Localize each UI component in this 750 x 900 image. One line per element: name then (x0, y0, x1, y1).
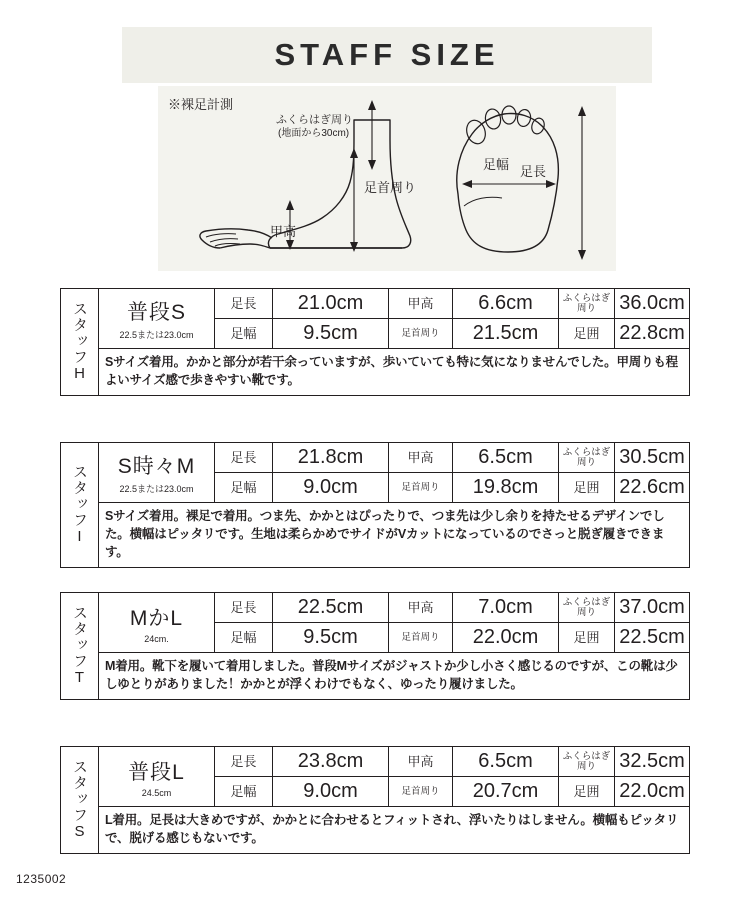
value-ankle: 22.0cm (453, 623, 559, 652)
key-calf-line1: ふくらはぎ (562, 596, 611, 608)
key-ankle: 足首周り (389, 473, 453, 502)
instep-label: 甲高 (270, 224, 297, 239)
staff-block (60, 288, 690, 396)
key-calf (559, 747, 615, 776)
key-calf-line1: ふくらはぎ (562, 446, 611, 458)
value-instep: 7.0cm (453, 593, 559, 622)
key-ankle: 足首周り (389, 777, 453, 806)
staff-block (60, 592, 690, 700)
foot-width-label: 足幅 (480, 158, 512, 173)
value-instep: 6.6cm (453, 289, 559, 318)
key-calf (559, 593, 615, 622)
staff-comment: Sサイズ着用。かかと部分が若干余っていますが、歩いていても特に気になりませんでした。甲周りも程よいサイズ感で歩きやすい靴です。 (105, 355, 678, 388)
calf-sublabel: (地面から30cm) (278, 128, 350, 139)
value-calf: 30.5cm (615, 443, 689, 472)
key-girth: 足囲 (559, 777, 615, 806)
key-calf (559, 443, 615, 472)
usual-size-main: 普段S (126, 301, 186, 324)
value-foot-width: 9.5cm (273, 319, 389, 348)
key-calf-line1: ふくらはぎ (562, 292, 611, 304)
foot-diagram-svg (158, 86, 616, 271)
usual-size-main: 普段L (128, 760, 185, 784)
staff-comment: L着用。足長は大きめですが、かかとに合わせるとフィットされ、浮いたりはしません。横幅もピッタリで、脱げる感じもないです。 (105, 813, 679, 846)
key-calf-line2: 周り (576, 760, 596, 772)
key-foot-length: 足長 (215, 747, 273, 776)
table-row (215, 289, 689, 319)
table-row (215, 777, 689, 806)
key-calf-line2: 周り (576, 606, 596, 618)
table-row (215, 747, 689, 777)
key-girth: 足囲 (559, 623, 615, 652)
value-foot-width: 9.0cm (273, 777, 389, 806)
value-girth: 22.6cm (615, 473, 689, 502)
value-foot-width: 9.0cm (273, 473, 389, 502)
value-calf: 36.0cm (615, 289, 689, 318)
value-instep: 6.5cm (453, 747, 559, 776)
value-ankle: 20.7cm (453, 777, 559, 806)
staff-comment: Sサイズ着用。裸足で着用。つま先、かかとはぴったりで、つま先は少し余りを持たせるデザインでした。横幅はピッタリです。生地は柔らかめでサイドがVカットになっているのでさっと脱ぎ履きできます。 (105, 509, 665, 560)
title-band (122, 27, 652, 83)
staff-name: スタッフS (61, 747, 99, 853)
key-instep: 甲高 (389, 747, 453, 776)
calf-label: ふくらはぎ周り (276, 114, 353, 126)
usual-size-main: S時々M (117, 455, 196, 478)
value-calf: 37.0cm (615, 593, 689, 622)
key-foot-width: 足幅 (215, 473, 273, 502)
value-instep: 6.5cm (453, 443, 559, 472)
staff-name: スタッフT (61, 593, 99, 699)
value-foot-length: 22.5cm (273, 593, 389, 622)
table-row (215, 623, 689, 652)
value-ankle: 21.5cm (453, 319, 559, 348)
measurement-table (99, 747, 689, 807)
measurement-table (99, 593, 689, 653)
staff-name: スタッフI (61, 443, 99, 567)
value-girth: 22.0cm (615, 777, 689, 806)
key-foot-length: 足長 (215, 593, 273, 622)
key-instep: 甲高 (389, 443, 453, 472)
key-girth: 足囲 (559, 319, 615, 348)
staff-name: スタッフH (61, 289, 99, 395)
value-ankle: 19.8cm (453, 473, 559, 502)
ankle-label: 足首周り (364, 180, 417, 195)
key-instep: 甲高 (389, 593, 453, 622)
staff-block (60, 746, 690, 854)
measurement-table (99, 443, 689, 503)
key-ankle: 足首周り (389, 623, 453, 652)
value-calf: 32.5cm (615, 747, 689, 776)
key-ankle: 足首周り (389, 319, 453, 348)
staff-block (60, 442, 690, 568)
usual-size-cell (99, 443, 215, 502)
value-foot-length: 21.0cm (273, 289, 389, 318)
value-girth: 22.5cm (615, 623, 689, 652)
key-foot-width: 足幅 (215, 319, 273, 348)
key-foot-width: 足幅 (215, 777, 273, 806)
usual-size-sub: 22.5または23.0cm (119, 484, 194, 494)
usual-size-cell (99, 593, 215, 652)
key-calf-line2: 周り (576, 302, 596, 314)
value-foot-width: 9.5cm (273, 623, 389, 652)
page-title: STAFF SIZE (274, 37, 500, 72)
usual-size-cell (99, 289, 215, 348)
key-girth: 足囲 (559, 473, 615, 502)
usual-size-sub: 24cm. (144, 633, 169, 644)
table-row (215, 473, 689, 502)
barefoot-note: ※裸足計測 (168, 97, 234, 112)
measurement-diagram (158, 86, 616, 271)
measurement-table (99, 289, 689, 349)
key-foot-length: 足長 (215, 289, 273, 318)
usual-size-sub: 24.5cm (141, 787, 172, 798)
table-row (215, 593, 689, 623)
key-foot-width: 足幅 (215, 623, 273, 652)
table-row (215, 319, 689, 348)
foot-length-label: 足長 (520, 164, 547, 179)
footer-product-code: 1235002 (16, 872, 67, 886)
value-foot-length: 21.8cm (273, 443, 389, 472)
key-foot-length: 足長 (215, 443, 273, 472)
value-foot-length: 23.8cm (273, 747, 389, 776)
table-row (215, 443, 689, 473)
value-girth: 22.8cm (615, 319, 689, 348)
key-calf-line1: ふくらはぎ (562, 750, 611, 762)
usual-size-cell (99, 747, 215, 806)
usual-size-main: MかL (129, 606, 184, 630)
usual-size-sub: 22.5または23.0cm (119, 330, 194, 340)
key-calf-line2: 周り (576, 456, 596, 468)
key-calf (559, 289, 615, 318)
staff-comment: M着用。靴下を履いて着用しました。普段Mサイズがジャストか少し小さく感じるのですが、この靴は少しゆとりがありました！かかとが浮くわけでもなく、ゆったり履けました。 (105, 659, 678, 692)
key-instep: 甲高 (389, 289, 453, 318)
